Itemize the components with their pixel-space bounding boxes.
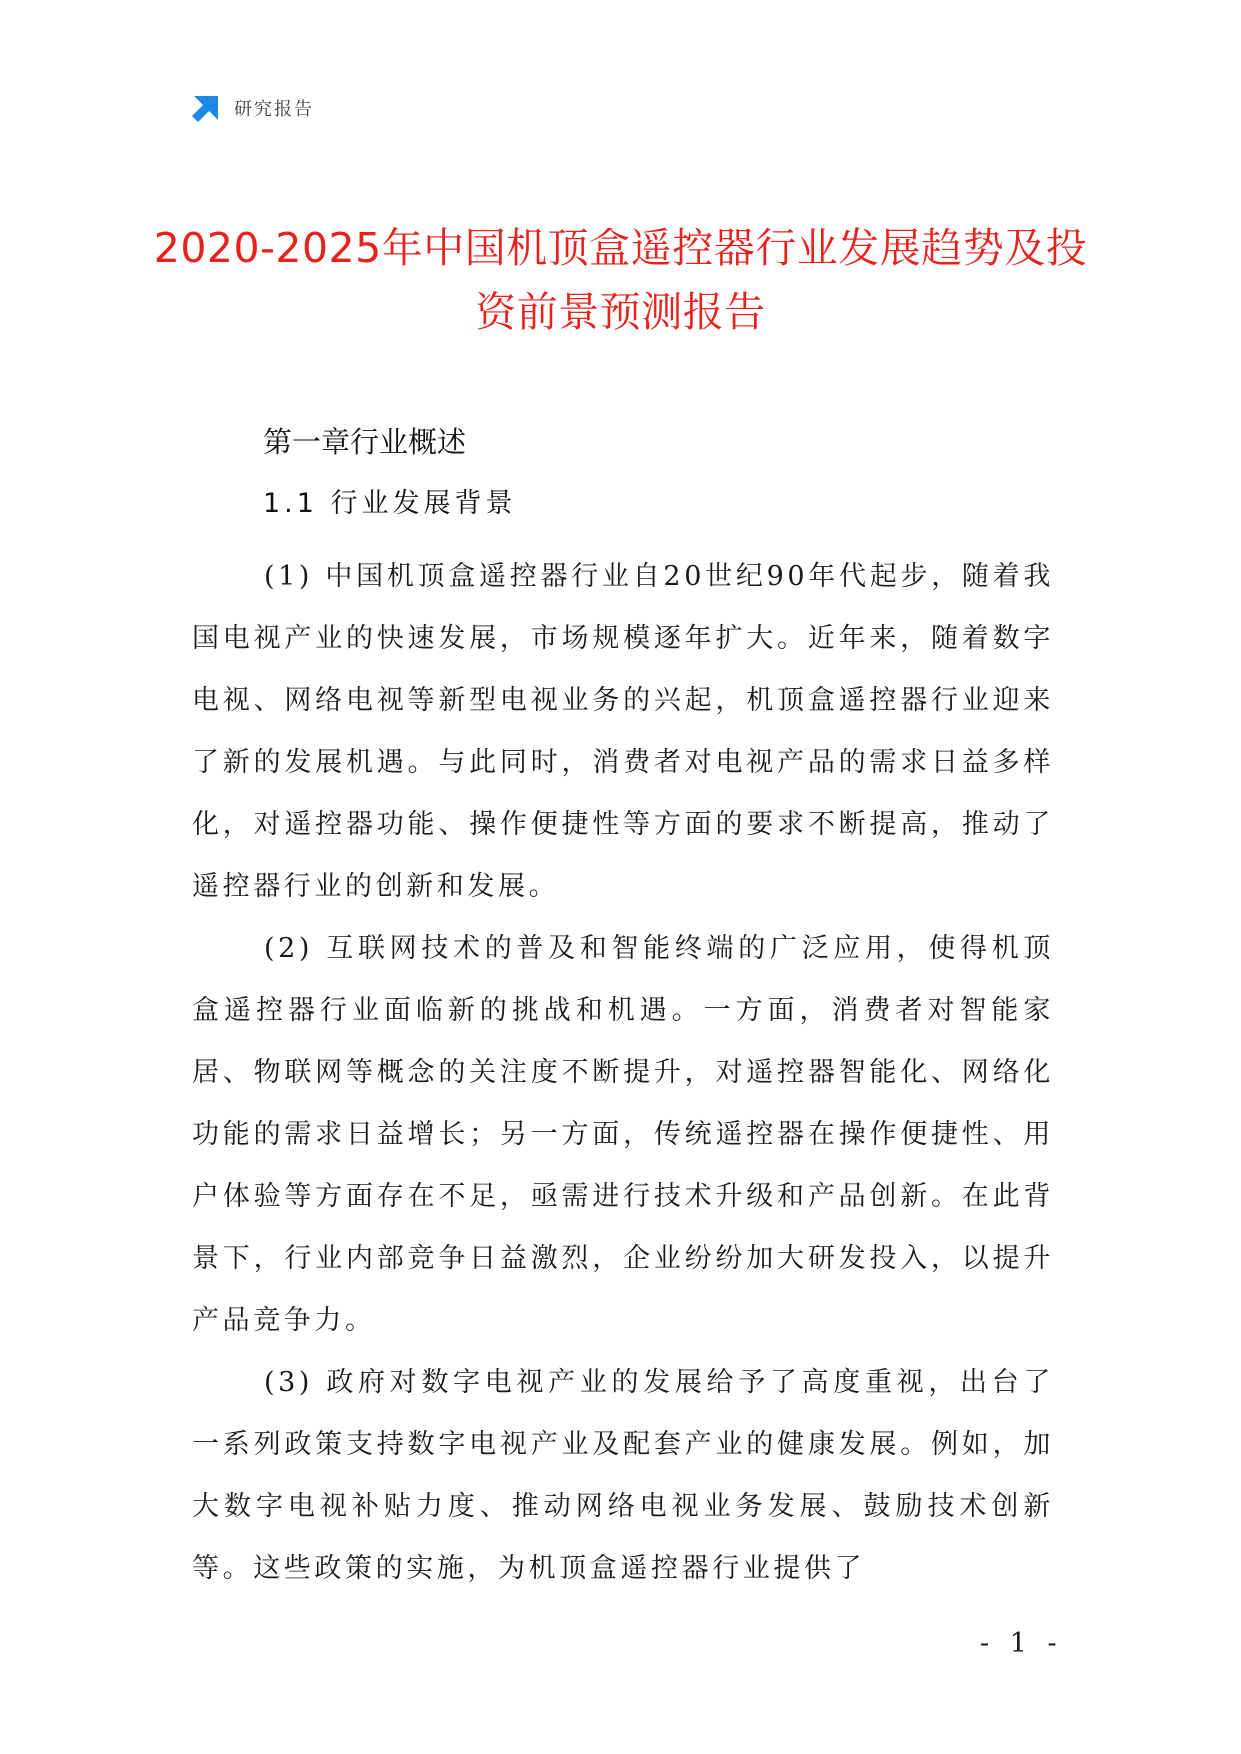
paragraph-3: (3) 政府对数字电视产业的发展给予了高度重视，出台了一系列政策支持数字电视产业及配套产业的健康发展。例如，加大数字电视补贴力度、推动网络电视业务发展、鼓励技术创新等。这些政策的实施，为机顶盒遥控器行业提供了 (192, 1367, 1054, 1584)
section-heading: 1.1 行业发展背景 (263, 488, 517, 519)
report-title: 2020-2025年中国机顶盒遥控器行业发展趋势及投资前景预测报告 (153, 224, 1088, 336)
page-number: - 1 - (980, 1628, 1063, 1659)
body-text (192, 546, 1054, 1600)
header-label: 研究报告 (234, 99, 314, 120)
arrow-up-right-icon (190, 92, 222, 124)
chapter-heading: 第一章行业概述 (263, 425, 467, 459)
paragraph-1: (1) 中国机顶盒遥控器行业自20世纪90年代起步，随着我国电视产业的快速发展，市场规模逐年扩大。近年来，随着数字电视、网络电视等新型电视业务的兴起，机顶盒遥控器行业迎来了新的发展机遇。与此同时，消费者对电视产品的需求日益多样化，对遥控器功能、操作便捷性等方面的要求不断提高，推动了遥控器行业的创新和发展。 (192, 561, 1054, 902)
report-header (190, 92, 314, 124)
paragraph-2: (2) 互联网技术的普及和智能终端的广泛应用，使得机顶盒遥控器行业面临新的挑战和机遇。一方面，消费者对智能家居、物联网等概念的关注度不断提升，对遥控器智能化、网络化功能的需求日益增长；另一方面，传统遥控器在操作便捷性、用户体验等方面存在不足，亟需进行技术升级和产品创新。在此背景下，行业内部竞争日益激烈，企业纷纷加大研发投入，以提升产品竞争力。 (192, 933, 1054, 1336)
